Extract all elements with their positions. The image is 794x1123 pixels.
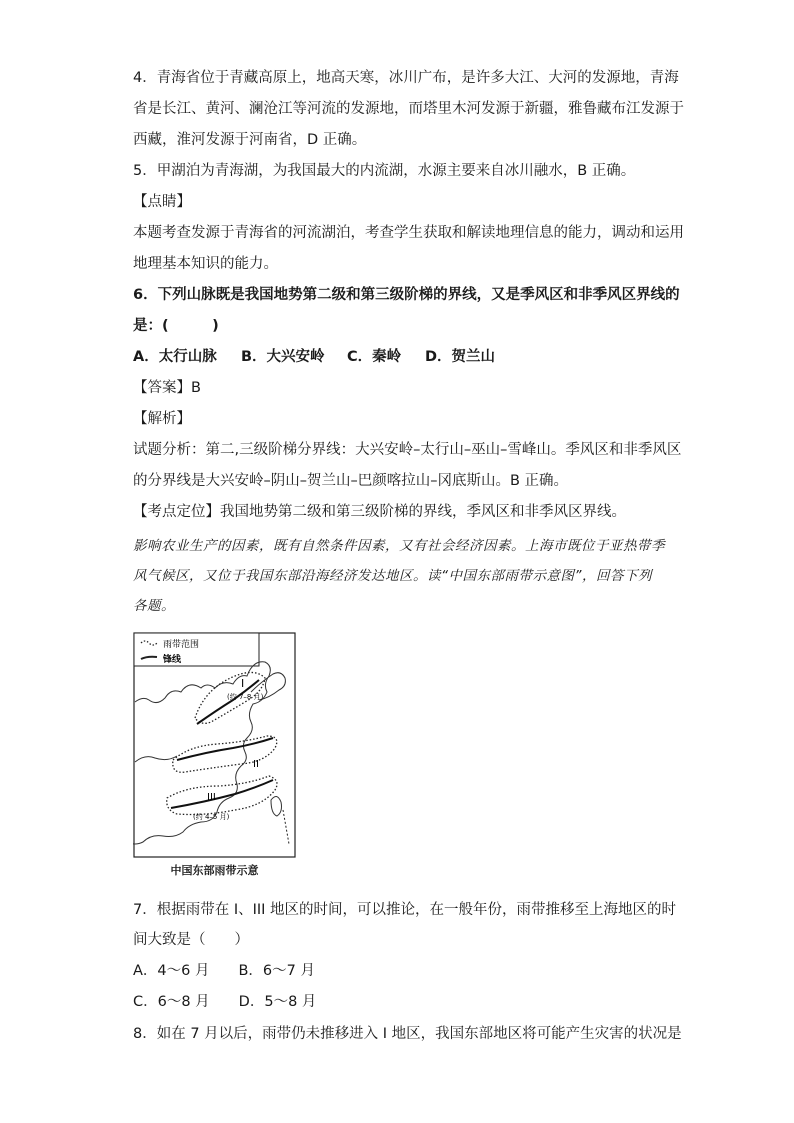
q6-option-b: B．大兴安岭 [241, 349, 325, 365]
intro-line-3: 各题。 [133, 598, 175, 614]
q6-stem-2: 是：( ) [133, 318, 219, 334]
rain-belt-map [133, 632, 296, 858]
q8-stem-1: 8．如在 7 月以后，雨带仍未推移进入 I 地区，我国东部地区将可能产生灾害的状况是 [133, 1026, 682, 1042]
intro-line-1: 影响农业生产的因素，既有自然条件因素，又有社会经济因素。上海市既位于亚热带季 [133, 538, 665, 554]
label-III-time: (约 4–5 月) [193, 813, 230, 821]
label-II: II [253, 759, 259, 770]
q6-options [133, 347, 495, 367]
q6-analysis-line-1: 试题分析：第二,三级阶梯分界线：大兴安岭–太行山–巫山–雪峰山。季风区和非季风区 [133, 442, 682, 458]
q5-line-1: 5．甲湖泊为青海湖，为我国最大的内流湖，水源主要来自冰川融水，B 正确。 [133, 163, 636, 179]
q7-options-ab: A．4～6 月 B．6～7 月 [133, 963, 315, 979]
q6-option-d: D．贺兰山 [425, 349, 496, 365]
q4-line-3: 西藏，淮河发源于河南省，D 正确。 [133, 132, 367, 148]
label-III: III [207, 792, 216, 803]
q7-options-cd: C．6～8 月 D．5～8 月 [133, 994, 317, 1010]
legend-front-label: 锋线 [163, 655, 182, 665]
dianjing-line-1: 本题考查发源于青海省的河流湖泊，考查学生获取和解读地理信息的能力，调动和运用 [133, 225, 684, 241]
dianjing-line-2: 地理基本知识的能力。 [133, 256, 278, 272]
map-frame [134, 633, 295, 857]
q4-line-2: 省是长江、黄河、澜沧江等河流的发源地，而塔里木河发源于新疆，雅鲁藏布江发源于 [133, 101, 684, 117]
q6-kaodian: 【考点定位】我国地势第二级和第三级阶梯的界线，季风区和非季风区界线。 [133, 504, 626, 520]
q6-option-c: C．秦岭 [347, 349, 402, 365]
q6-analysis-line-2: 的分界线是大兴安岭–阴山–贺兰山–巴颜喀拉山–冈底斯山。B 正确。 [133, 473, 569, 489]
q6-analysis-label: 【解析】 [133, 411, 191, 427]
label-I: I [241, 677, 245, 690]
q7-stem-1: 7．根据雨带在 I、III 地区的时间，可以推论，在一般年份，雨带推移至上海地区的时 [133, 902, 677, 918]
q4-line-1: 4．青海省位于青藏高原上，地高天寒，冰川广布，是许多大江、大河的发源地，青海 [133, 70, 679, 86]
label-I-time: (约 7–8 月) [227, 693, 264, 701]
intro-line-2: 风气候区，又位于我国东部沿海经济发达地区。读“中国东部雨带示意图”，回答下列 [133, 568, 652, 584]
q7-stem-2: 间大致是（ ） [133, 932, 249, 948]
q6-stem-1: 6．下列山脉既是我国地势第二级和第三级阶梯的界线，又是季风区和非季风区界线的 [133, 287, 680, 303]
q6-option-a: A．太行山脉 [133, 349, 217, 365]
dianjing-label: 【点睛】 [133, 194, 191, 210]
q6-answer: 【答案】B [133, 380, 201, 396]
map-caption: 中国东部雨带示意 [170, 864, 259, 877]
legend-rain-label: 雨带范围 [163, 640, 200, 650]
